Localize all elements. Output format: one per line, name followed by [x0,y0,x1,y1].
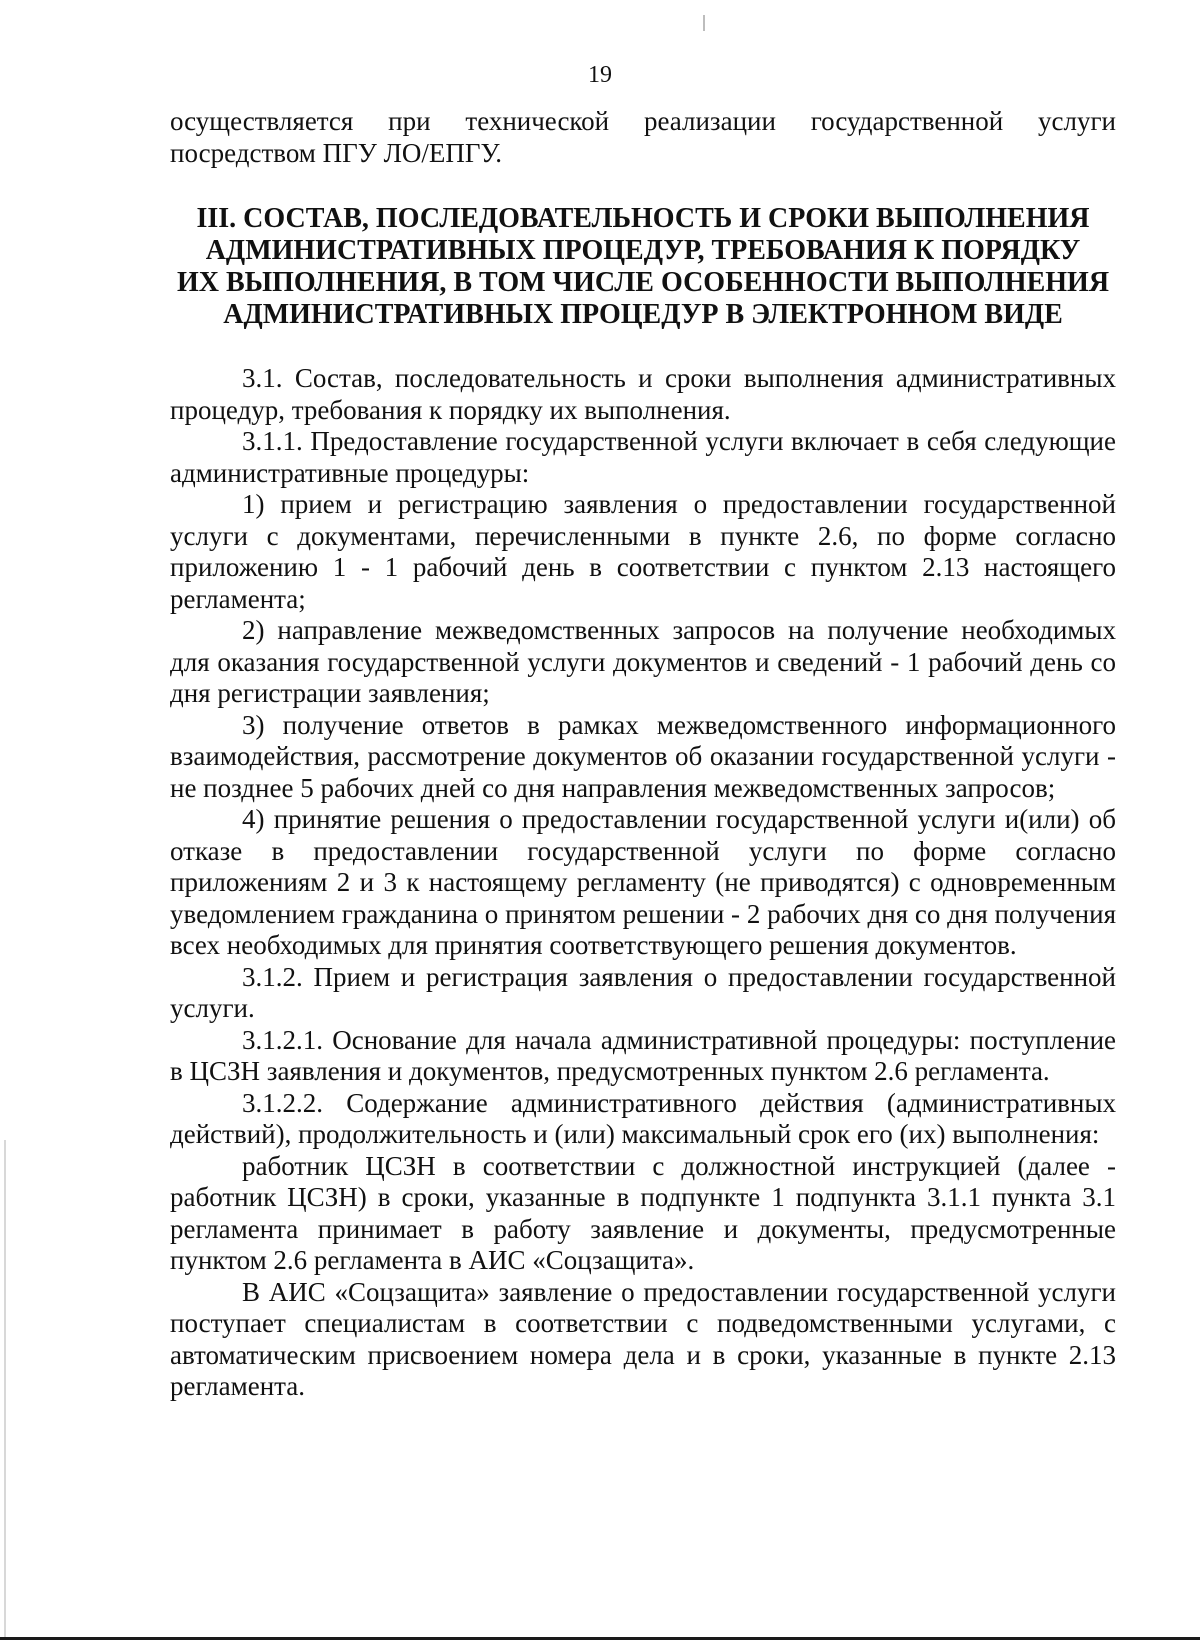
section-heading-line: III. СОСТАВ, ПОСЛЕДОВАТЕЛЬНОСТЬ И СРОКИ ВЫПОЛНЕНИЯ [196,203,1090,234]
paragraph-3-1: 3.1. Состав, последовательность и сроки выполнения административных процедур, требования к порядку их выполнения. [170,363,1116,425]
intro-continuation: осуществляется при технической реализации государственной услуги посредством ПГУ ЛО/ЕПГУ. [170,106,1116,168]
paragraph-ais-routing: В АИС «Соцзащита» заявление о предоставлении государственной услуги поступает специалистам в соответствии с подведомственными услугами, с автоматическим присвоением номера дела и в сроки, указанные в пункте 2.13 регламента. [170,1276,1116,1401]
section-heading [170,203,1116,331]
section-heading-line: АДМИНИСТРАТИВНЫХ ПРОЦЕДУР, ТРЕБОВАНИЯ К ПОРЯДКУ [205,235,1081,266]
list-item-4: 4) принятие решения о предоставлении государственной услуги и(или) об отказе в предоставлении государственной услуги по форме согласно приложениям 2 и 3 к настоящему регламенту (не приводятся) с одновременным уведомлением гражданина о принятом решении - 2 рабочих дня со дня получения всех необходимых для принятия соответствующего решения документов. [170,804,1116,960]
list-item-1: 1) прием и регистрацию заявления о предоставлении государственной услуги с документами, перечисленными в пункте 2.6, по форме согласно приложению 1 - 1 рабочий день в соответствии с пунктом 2.13 настоящего регламента; [170,489,1116,614]
paragraph-worker-duties: работник ЦСЗН в соответствии с должностной инструкцией (далее - работник ЦСЗН) в сроки, указанные в подпункте 1 подпункта 3.1.1 пункта 3.1 регламента принимает в работу заявление и документы, предусмотренные пунктом 2.6 регламента в АИС «Соцзащита». [170,1150,1116,1275]
section-heading-line: ИХ ВЫПОЛНЕНИЯ, В ТОМ ЧИСЛЕ ОСОБЕННОСТИ ВЫПОЛНЕНИЯ [176,267,1110,298]
scan-edge-left [4,1140,6,1640]
page-content [170,106,1116,1403]
paragraph-3-1-2-2: 3.1.2.2. Содержание административного действия (административных действий), продолжительность и (или) максимальный срок его (их) выполнения: [170,1087,1116,1149]
section-heading-line: АДМИНИСТРАТИВНЫХ ПРОЦЕДУР В ЭЛЕКТРОННОМ ВИДЕ [223,299,1063,330]
page-number: 19 [588,62,612,88]
scan-artifact-mark [703,15,705,31]
paragraph-3-1-1: 3.1.1. Предоставление государственной услуги включает в себя следующие административные процедуры: [170,426,1116,488]
list-item-2: 2) направление межведомственных запросов на получение необходимых для оказания государственной услуги документов и сведений - 1 рабочий день со дня регистрации заявления; [170,615,1116,708]
scan-edge-bottom [0,1637,1200,1640]
paragraph-3-1-2-1: 3.1.2.1. Основание для начала административной процедуры: поступление в ЦСЗН заявления и документов, предусмотренных пунктом 2.6 регламента. [170,1024,1116,1086]
paragraph-3-1-2: 3.1.2. Прием и регистрация заявления о предоставлении государственной услуги. [170,961,1116,1023]
list-item-3: 3) получение ответов в рамках межведомственного информационного взаимодействия, рассмотрение документов об оказании государственной услуги - не позднее 5 рабочих дней со дня направления межведомственных запросов; [170,709,1116,803]
